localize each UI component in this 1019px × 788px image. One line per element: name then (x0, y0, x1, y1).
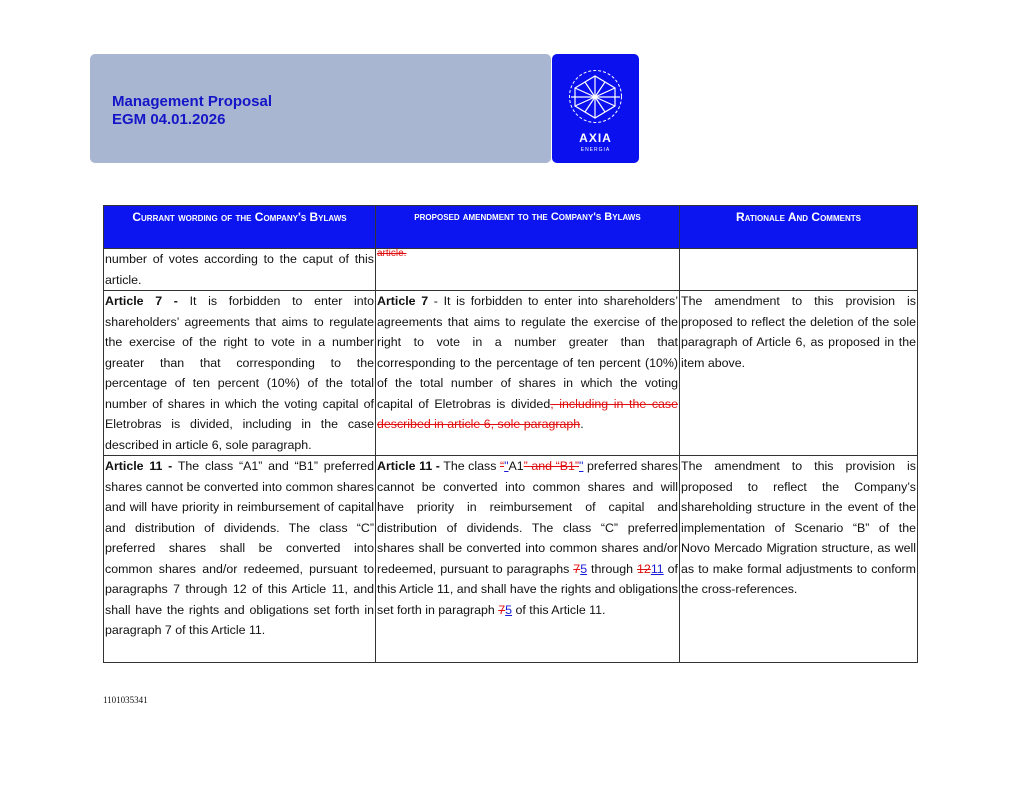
document-id: 1101035341 (103, 695, 148, 705)
deleted-text: 7 (498, 602, 506, 617)
proposed-cell (376, 456, 680, 663)
subtitle: EGM 04.01.2026 (112, 111, 226, 128)
current-cell: number of votes according to the caput of this article. (104, 249, 376, 291)
text: The class (439, 459, 500, 473)
deleted-text: “ (499, 459, 505, 473)
text: A1 (508, 459, 524, 473)
deleted-text: ” and “B1” (523, 459, 580, 473)
document-title (112, 93, 272, 129)
inserted-text: 11 (650, 561, 664, 576)
table-row (104, 456, 918, 663)
deleted-text: article. (377, 248, 407, 259)
text: through (587, 561, 638, 576)
text: It is forbidden to enter into shareholders’ agreements that aims to regulate the exercise of the right to vote in a number greater than that corresponding to the percentage of ten percent (10%) of the total number of shares in which the voting capital of Eletrobras is divided, including in the case described in article 6, sole paragraph. (105, 294, 374, 452)
column-current: Currant wording of the Company's Bylaws (104, 206, 376, 249)
article-label: Article 7 - (105, 294, 178, 308)
proposed-cell (376, 291, 680, 456)
text: The class “A1” and “B1” preferred shares cannot be converted into common shares and will have priority in reimbursement of capital and distribution of dividends. The class “C” preferred shares shall be converted into common shares and/or redeemed, pursuant to paragraphs 7 through 12 of this Article 11, and shall have the rights and obligations set forth in paragraph 7 of this Article 11. (105, 459, 374, 637)
article-label: Article 11 - (377, 459, 440, 473)
header-band (90, 54, 551, 163)
text: preferred shares cannot be converted into common shares and will have priority in reimbursement of capital and distribution of dividends. The class “C” preferred shares shall be converted into common shares and/or redeemed, pursuant to paragraphs (377, 459, 679, 576)
inserted-text: " (579, 459, 584, 473)
logo-name: AXIA (579, 131, 612, 145)
column-rationale: Rationale And Comments (680, 206, 918, 249)
bylaws-comparison-table (103, 205, 918, 663)
globe-icon (567, 68, 624, 125)
deleted-text: 12 (637, 561, 651, 576)
text: - It is forbidden to enter into shareholders’ agreements that aims to regulate the exercise of the right to vote in a number greater than that corresponding to the percentage of ten percent (10%) of the total number of shares in which the voting capital of Eletrobras is divided (377, 294, 678, 411)
article-label: Article 7 (377, 294, 429, 308)
title: Management Proposal (112, 93, 273, 110)
proposed-cell (376, 249, 680, 291)
inserted-text: " (504, 459, 509, 473)
logo-subtitle: ENERGIA (580, 147, 611, 153)
deleted-text: , including in the case described in article 6, sole paragraph (377, 396, 678, 431)
column-proposed: proposed amendment to the Company's Bylaws (376, 206, 680, 249)
deleted-text: 7 (573, 561, 581, 576)
text: of this Article 11, and shall have the rights and obligations set forth in paragraph (377, 561, 678, 617)
current-cell (104, 291, 376, 456)
rationale-cell: The amendment to this provision is proposed to reflect the Company’s shareholding structure in the event of the implementation of Scenario “B” of the Novo Mercado Migration structure, as well as to make formal adjustments to conform the cross-references. (680, 456, 918, 663)
rationale-cell: The amendment to this provision is proposed to reflect the deletion of the sole paragraph of Article 6, as proposed in the item above. (680, 291, 918, 456)
table-row (104, 249, 918, 291)
table-row (104, 291, 918, 456)
table-header (104, 206, 918, 249)
text: of this Article 11. (512, 602, 606, 617)
company-logo (552, 54, 639, 163)
inserted-text: 5 (505, 602, 513, 617)
inserted-text: 5 (580, 561, 588, 576)
article-label: Article 11 - (105, 459, 173, 473)
rationale-cell (680, 249, 918, 291)
current-cell (104, 456, 376, 663)
text: . (580, 417, 584, 431)
